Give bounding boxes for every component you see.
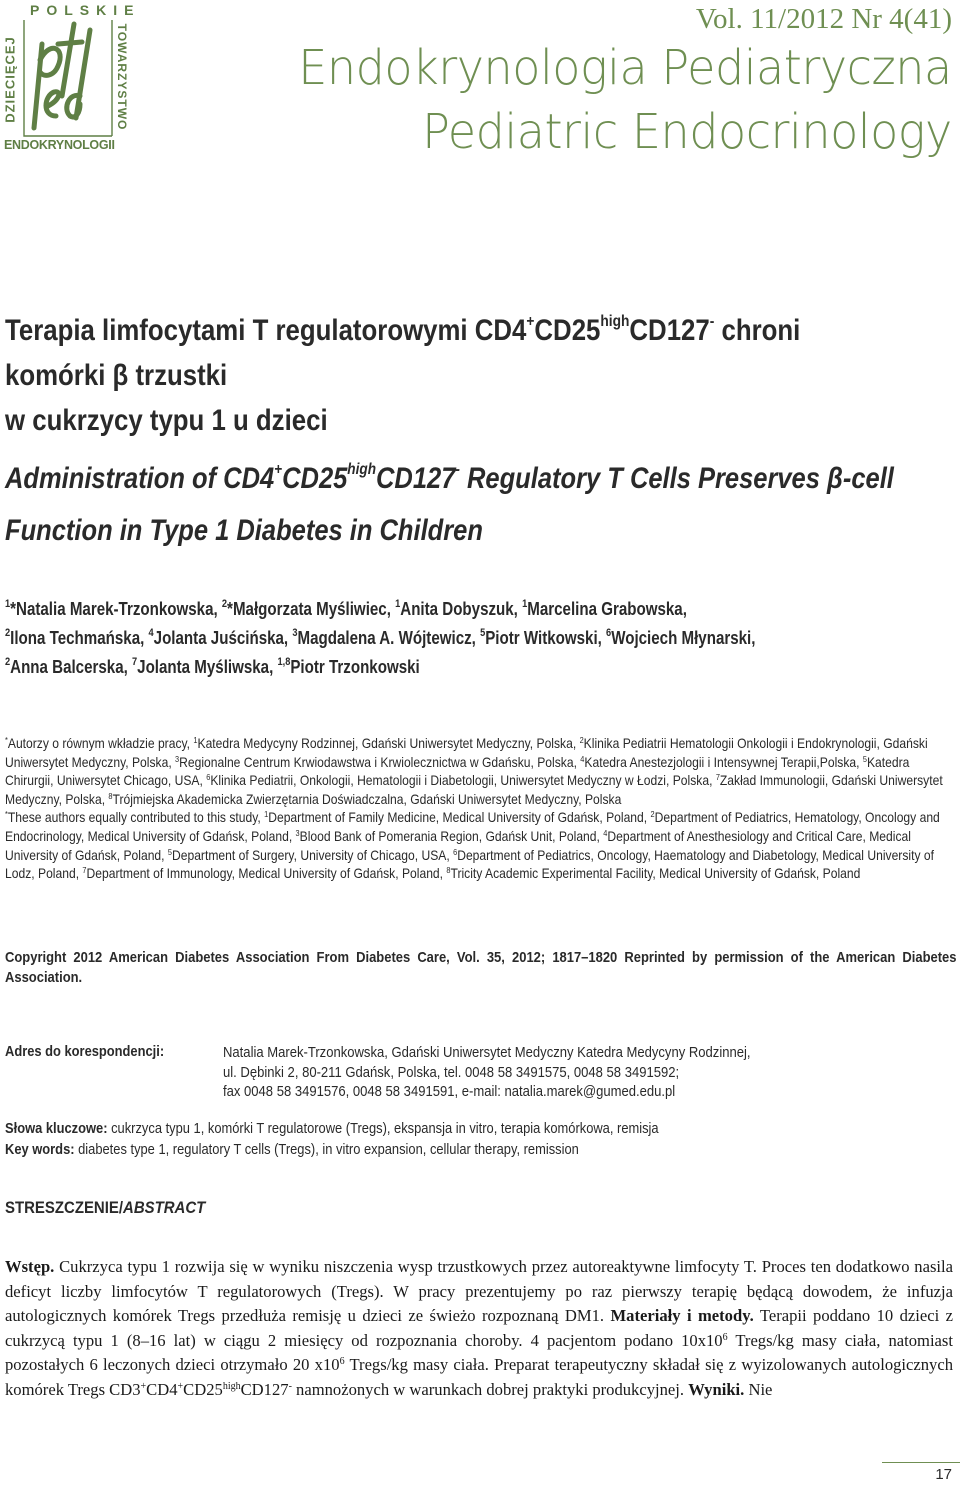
article-title-pl (5, 308, 899, 443)
author-name: *Natalia Marek-Trzonkowska, (10, 599, 222, 619)
article-title-en (5, 453, 906, 557)
abstract-label-methods: Materiały i metody. (610, 1306, 754, 1325)
author-name: Wojciech Młynarski, (611, 628, 756, 648)
logo-text-right: TOWARZYSTWO (115, 23, 129, 131)
journal-volume: Vol. 11/2012 Nr 4(41) (695, 3, 952, 35)
author-line-1: $^1$*Natalia Marek-Trzonkowska, $^2$*Małgorzata Myśliwiec, $^1$Anita Dobyszuk, $^1$Marcelina Grabowska, (5, 598, 687, 619)
keywords-en: Key words: diabetes type 1, regulatory T cells (Tregs), in vitro expansion, cellular therapy, remission (5, 1141, 579, 1158)
author-name: Magdalena A. Wójtewicz, (297, 628, 481, 648)
author-name: Ilona Techmańska, (10, 628, 149, 648)
logo-text-left: DZIECIĘCEJ (2, 36, 18, 123)
title-en-line-2: Function in Type 1 Diabetes in Children (5, 514, 483, 547)
affiliations-pl: *Autorzy o równym wkładzie pracy, $^1$Katedra Medycyny Rodzinnej, Gdański Uniwersytet Medyczny, Polska, $^2$Klinika Pediatrii Hematologii Onkologii i Endokrynologii, Gdański Uniwersytet Medyczny, Polska, $^3$Regionalne Centrum Krwiodawstwa i Krwiolecznictwa w Gdańsku, Polska, $^4$Katedra Anestezjologii i Intensywnej Terapii,Polska, $^5$Katedra Chirurgii, Uniwersytet Chicago, USA, $^6$Klinika Pediatrii, Onkologii, Hematologii i Diabetologii, Uniwersytet Medyczny w Łodzi, Polska, $^7$Zakład Immunologii, Gdański Uniwersytet Medyczny, Polska, $^8$Trójmiejska Akademicka Zwierzętarnia Doświadczalna, Gdański Uniwersytet Medyczny, Polska (5, 735, 943, 807)
keywords-pl: Słowa kluczowe: cukrzyca typu 1, komórki T regulatorowe (Tregs), ekspansja in vitro, terapia komórkowa, remisja (5, 1120, 659, 1137)
page-number: 17 (935, 1466, 952, 1483)
affiliations (5, 734, 957, 883)
affiliations-en: *These authors equally contributed to this study, $^1$Department of Family Medicine, Medical University of Gdańsk, Poland, $^2$Department of Pediatrics, Hematology, Oncology and Endocrinology, Medical University of Gdańsk, Poland, $^3$Blood Bank of Pomerania Region, Gdańsk Unit, Poland, $^4$Department of Anesthesiology and Critical Care, Medical University of Gdańsk, Poland, $^5$Department of Surgery, University of Chicago, USA, $^6$Department of Pediatrics, Oncology, Haematology and Diabetology, Medical University of Lodz, Poland, $^7$Department of Immunology, Medical University of Gdańsk, Poland, $^8$Tricity Academic Experimental Facility, Medical University of Gdańsk, Poland (5, 809, 940, 882)
author-line-3: $^2$Anna Balcerska, $^7$Jolanta Myśliwska, $^{1,8}$Piotr Trzonkowski (5, 656, 420, 677)
author-name: Anna Balcerska, (10, 657, 133, 677)
author-name: Piotr Witkowski, (485, 628, 607, 648)
author-name: Piotr Trzonkowski (290, 657, 420, 677)
correspondence-line: Natalia Marek-Trzonkowska, Gdański Uniwersytet Medyczny Katedra Medycyny Rodzinnej, (223, 1044, 751, 1061)
correspondence-address (223, 1043, 849, 1102)
copyright-notice: Copyright 2012 American Diabetes Association From Diabetes Care, Vol. 35, 2012; 1817–1820 Reprinted by permission of the American Diabetes Association. (5, 949, 957, 986)
abstract-label-results: Wyniki. (688, 1379, 745, 1399)
author-list (5, 595, 946, 682)
journal-title-en: Pediatric Endocrinology (422, 104, 952, 160)
journal-title-pl: Endokrynologia Pediatryczna (298, 40, 952, 96)
correspondence-label: Adres do korespondencji: (5, 1043, 165, 1060)
author-line-2: $^2$Ilona Techmańska, $^4$Jolanta Juścińska, $^3$Magdalena A. Wójtewicz, $^5$Piotr Witkowski, $^6$Wojciech Młynarski, (5, 627, 756, 648)
correspondence-line: fax 0048 58 3491576, 0048 58 3491591, e-mail: natalia.marek@gumed.edu.pl (223, 1083, 676, 1100)
author-name: Jolanta Myśliwska, (137, 657, 278, 677)
keywords (5, 1118, 951, 1160)
author-name: Anita Dobyszuk, (400, 599, 523, 619)
title-pl-line-1: Terapia limfocytami T regulatorowymi $CD4^+CD25^{high}CD127^-$ chroni komórki β trzustki (5, 313, 801, 392)
correspondence-line: ul. Dębinki 2, 80-211 Gdańsk, Polska, tel. 0048 58 3491575, 0048 58 3491592; (223, 1063, 680, 1081)
abstract-heading: STRESZCZENIE/ABSTRACT (5, 1198, 206, 1217)
author-name: Marcelina Grabowska, (527, 599, 687, 619)
title-pl-line-2: w cukrzycy typu 1 u dzieci (5, 404, 328, 437)
abstract-body: Wstęp. Cukrzyca typu 1 rozwija się w wyniku niszczenia wysp trzustkowych przez autoreaktywne limfocyty T. Proces ten dodatkowo nasila deficyt liczby limfocytów T regulatorowych (Tregs). W pracy prezentujemy po raz pierwszy terapię będącą dowodem, że infuzja autologicznych komórek Tregs przedłuża remisję u dzieci ze świeżo rozpoznaną DM1. Materiały i metody. Terapii poddano 10 dzieci z cukrzycą typu 1 (8–16 lat) w ciągu 2 miesięcy od rozpoznania choroby. 4 pacjentom podano $10x10^6$ Tregs/kg masy ciała, natomiast pozostałych 6 leczonych dzieci otrzymało 20 $x10^6$ Tregs/kg masy ciała. Preparat terapeutyczny składał się z wyizolowanych autologicznych komórek Tregs $CD3^+CD4^+CD25^{high}CD127^-$ namnożonych w warunkach dobrej praktyki produkcyjnej. Wyniki. Nie (5, 1257, 954, 1399)
logo-text-bottom: ENDOKRYNOLOGII (4, 138, 115, 152)
logo-ped-mark (0, 0, 128, 160)
title-en-line-1: Administration of $CD4^+CD25^{high}CD127^-$ Regulatory T Cells Preserves β-cell (5, 461, 894, 495)
abstract-label-intro: Wstęp. (5, 1257, 55, 1276)
society-logo (0, 0, 141, 160)
author-name: *Małgorzata Myśliwiec, (227, 599, 396, 619)
page-number-rule (882, 1462, 960, 1463)
logo-text-top: POLSKIE (30, 2, 141, 18)
author-name: Jolanta Juścińska, (153, 628, 293, 648)
